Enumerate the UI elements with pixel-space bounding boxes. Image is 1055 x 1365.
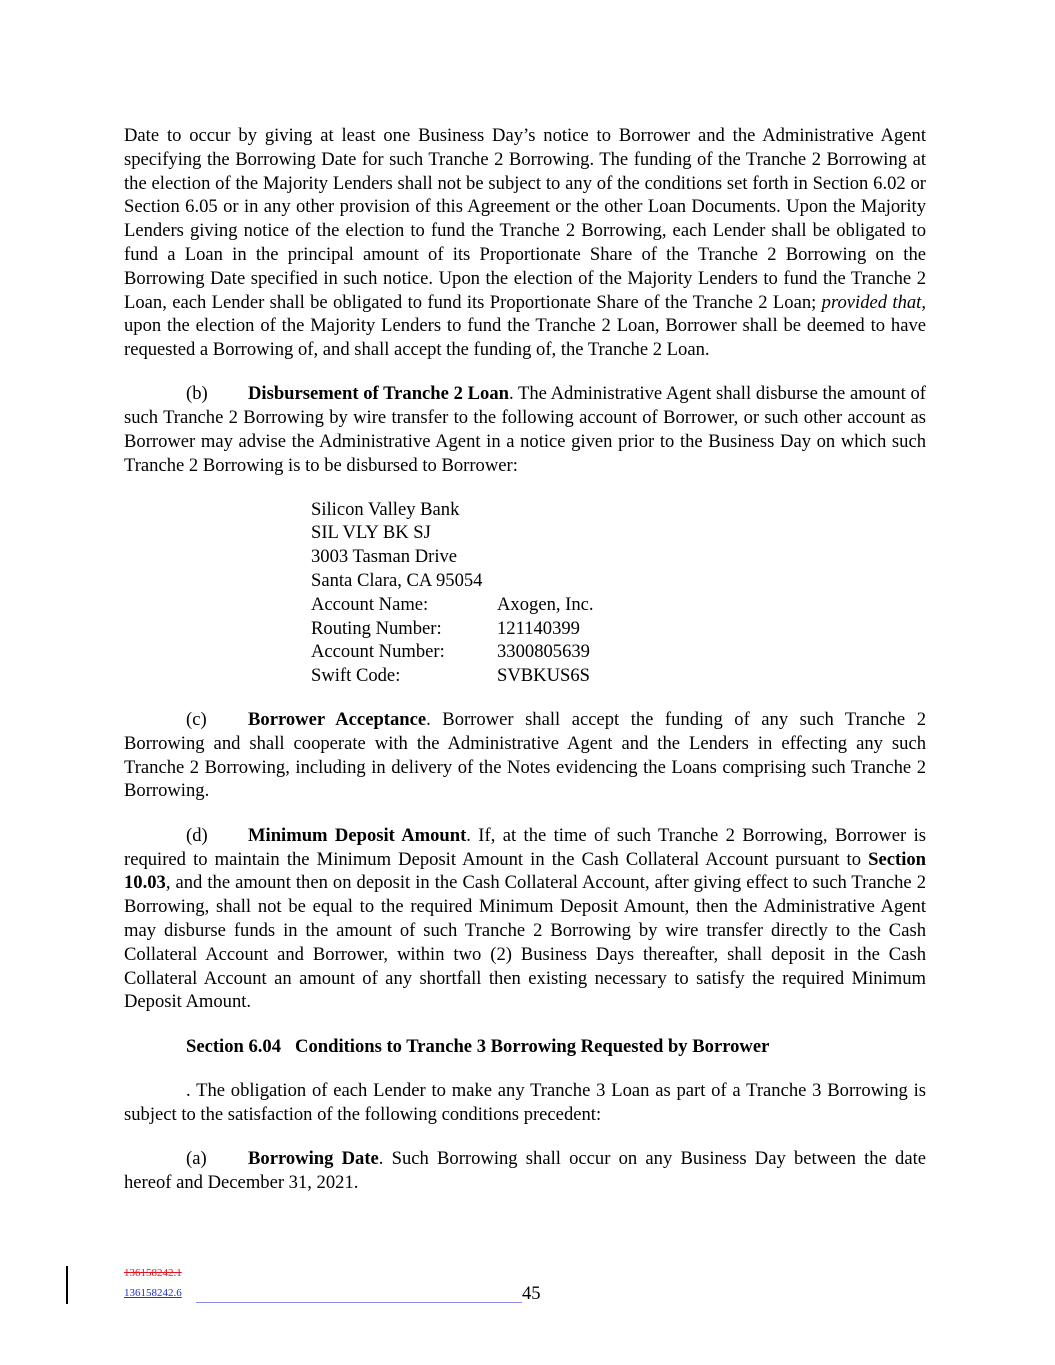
clause-c-text: . Borrower shall accept the funding of any such Tranche 2 Borrowing and shall cooperate with the Administrative Agent and the Lenders in effecting any such Tranche 2 Borrowing, including in delivery of the Notes evidencing the Loans comprising such Tranche 2 Borrowing. <box>124 709 926 802</box>
bank-row-swift-code <box>311 664 926 688</box>
bank-row-routing-number <box>311 617 926 641</box>
bank-value: SVBKUS6S <box>497 665 591 687</box>
bank-city: Santa Clara, CA 95054 <box>311 570 483 592</box>
clause-b-title: Disbursement of Tranche 2 Loan <box>248 383 509 405</box>
revision-change-bar <box>66 1266 68 1304</box>
clause-c <box>124 708 926 803</box>
clause-c-title: Borrower Acceptance <box>248 709 427 731</box>
clause-b <box>124 382 926 477</box>
bank-short-name: SIL VLY BK SJ <box>311 522 431 544</box>
bank-value: 121140399 <box>497 617 580 639</box>
clause-c-label: (c) <box>186 709 207 731</box>
page-number: 45 <box>522 1283 541 1304</box>
inserted-document-id: 136158242.6 <box>124 1287 182 1299</box>
bank-value: Axogen, Inc. <box>497 593 594 615</box>
bank-name: Silicon Valley Bank <box>311 498 460 520</box>
clause-6-04-a <box>124 1147 926 1195</box>
bank-value: 3300805639 <box>497 641 590 663</box>
intro-paragraph <box>124 124 926 362</box>
provided-that-italic: provided that <box>821 291 922 313</box>
clause-6-04-a-text: . Such Borrowing shall occur on any Business Day between the date hereof and December 31, 2021. <box>124 1147 926 1193</box>
section-6-04-lead <box>124 1079 926 1127</box>
clause-d-text-2: , and the amount then on deposit in the Cash Collateral Account, after giving effect to such Tranche 2 Borrowing, shall not be equal to the required Minimum Deposit Amount, then the Administrative Agent may disburse funds in the amount of such Tranche 2 Borrowing by wire transfer directly to the Cash Collateral Account and Borrower, within two (2) Business Days thereafter, shall deposit in the Cash Collateral Account an amount of any shortfall then existing necessary to satisfy the required Minimum Deposit Amount. <box>124 872 926 1013</box>
clause-6-04-a-label: (a) <box>186 1147 207 1169</box>
section-6-04-lead-text: . The obligation of each Lender to make any Tranche 3 Loan as part of a Tranche 3 Borrowing is subject to the satisfaction of the following conditions precedent: <box>124 1079 926 1125</box>
section-title: Conditions to Tranche 3 Borrowing Requested by Borrower <box>295 1035 770 1057</box>
clause-b-label: (b) <box>186 383 208 405</box>
bank-key: Swift Code: <box>311 665 401 687</box>
bank-row-account-name <box>311 593 926 617</box>
bank-key: Routing Number: <box>311 617 442 639</box>
clause-d-label: (d) <box>186 824 208 846</box>
clause-d <box>124 824 926 1014</box>
clause-d-text-1: . If, at the time of such Tranche 2 Borrowing, Borrower is required to maintain the Minimum Deposit Amount in the Cash Collateral Account pursuant to <box>124 824 926 870</box>
document-page <box>124 124 926 1195</box>
bank-street: 3003 Tasman Drive <box>311 546 458 568</box>
section-6-04-heading <box>124 1035 926 1059</box>
footer-underline <box>196 1302 522 1303</box>
intro-text-2: , upon the election of the Majority Lenders to fund the Tranche 2 Loan, Borrower shall be deemed to have requested a Borrowing of, and shall accept the funding of, the Tranche 2 Loan. <box>124 291 927 361</box>
page-footer <box>0 1262 1055 1312</box>
intro-text-1: Date to occur by giving at least one Business Day’s notice to Borrower and the Administrative Agent specifying the Borrowing Date for such Tranche 2 Borrowing. The funding of the Tranche 2 Borrowing at the election of the Majority Lenders shall not be subject to any of the conditions set forth in Section 6.02 or Section 6.05 or in any other provision of this Agreement or the other Loan Documents. Upon the Majority Lenders giving notice of the election to fund the Tranche 2 Borrowing, each Lender shall be obligated to fund a Loan in the principal amount of its Proportionate Share of the Tranche 2 Borrowing on the Borrowing Date specified in such notice. Upon the election of the Majority Lenders to fund the Tranche 2 Loan, each Lender shall be obligated to fund its Proportionate Share of the Tranche 2 Loan; <box>124 125 926 313</box>
bank-key: Account Number: <box>311 641 445 663</box>
bank-key: Account Name: <box>311 593 429 615</box>
clause-d-title: Minimum Deposit Amount <box>248 824 467 846</box>
bank-details <box>311 498 926 688</box>
section-number: Section 6.04 <box>186 1035 282 1057</box>
bank-row-account-number <box>311 640 926 664</box>
clause-6-04-a-title: Borrowing Date <box>248 1147 379 1169</box>
clause-b-text: . The Administrative Agent shall disburse the amount of such Tranche 2 Borrowing by wire transfer to the following account of Borrower, or such other account as Borrower may advise the Administrative Agent in a notice given prior to the Business Day on which such Tranche 2 Borrowing is to be disbursed to Borrower: <box>124 383 926 476</box>
deleted-document-id: 136158242.1 <box>124 1267 182 1279</box>
section-10-03-ref: Section 10.03 <box>124 848 926 894</box>
